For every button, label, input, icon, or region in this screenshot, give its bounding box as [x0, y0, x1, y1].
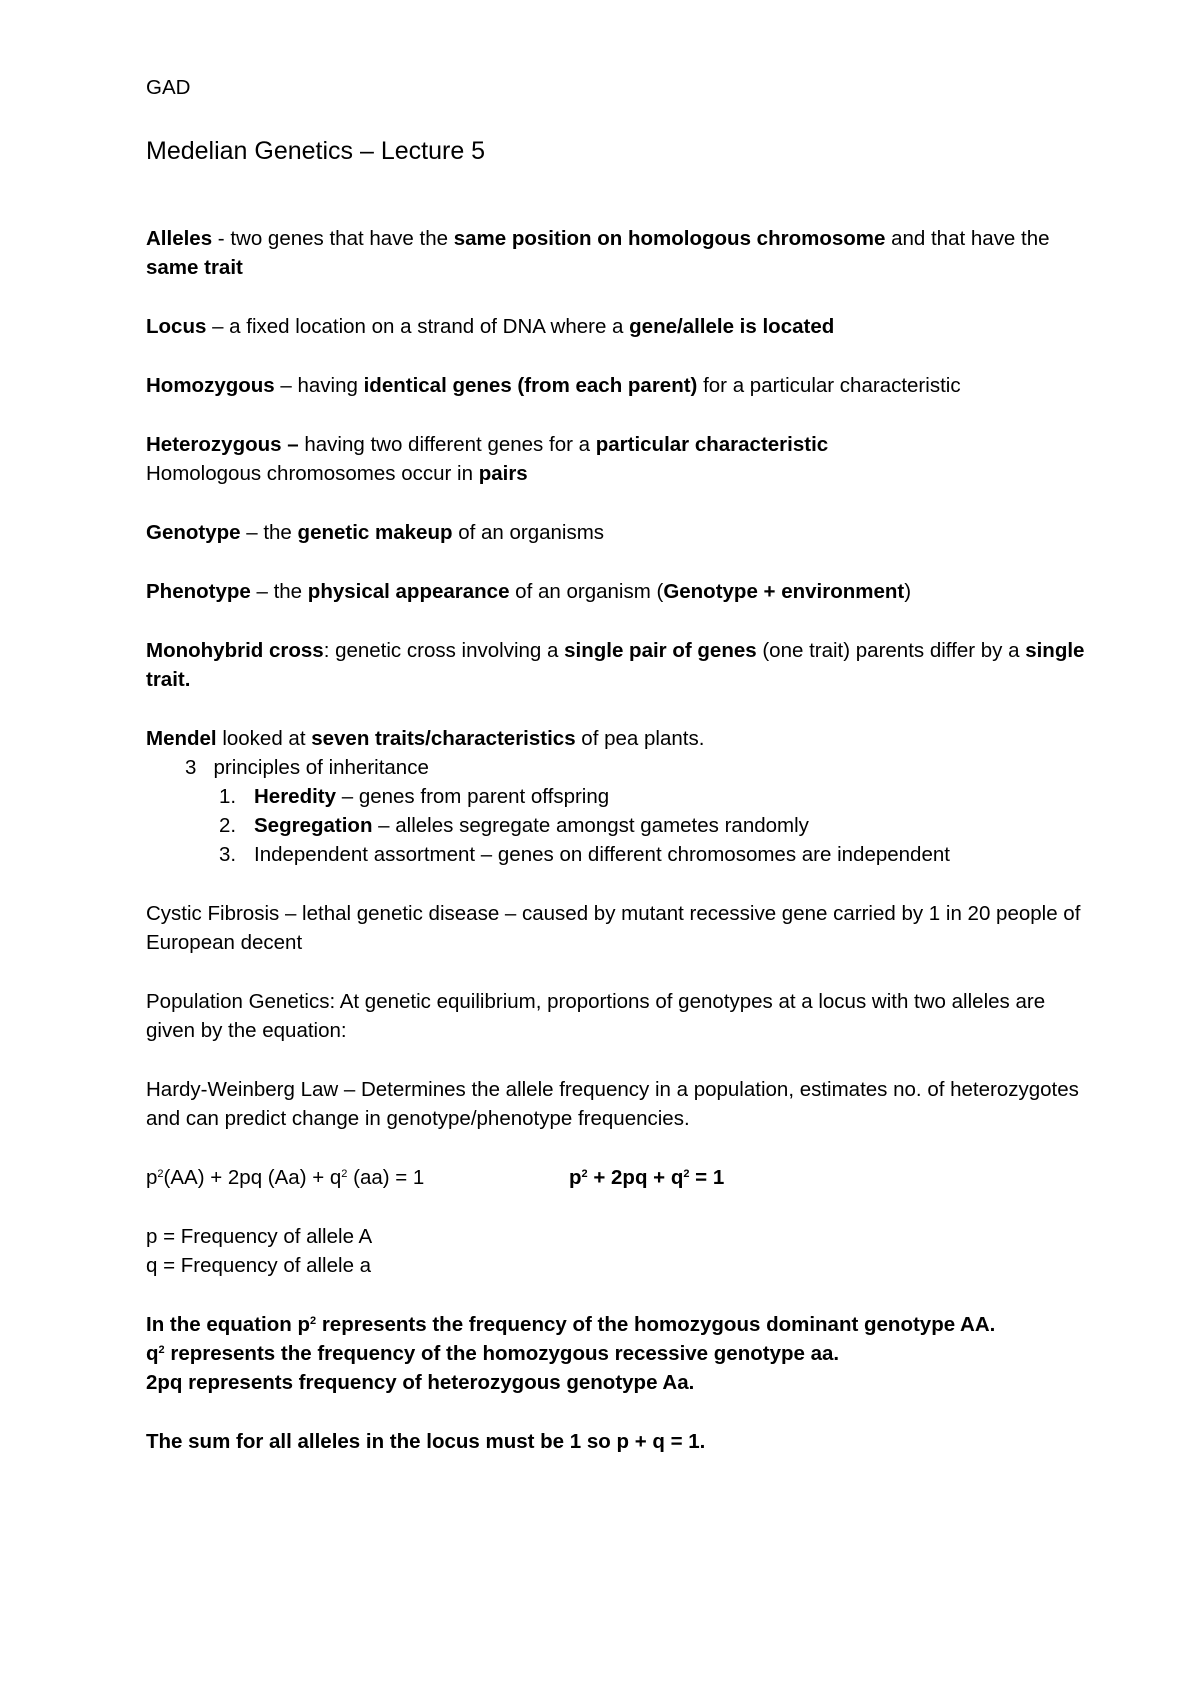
heterozygous-definition — [146, 430, 1086, 459]
heterozygous-text-1: having two different genes for a — [298, 433, 596, 456]
principle-text: Independent assortment – genes on different chromosomes are independent — [254, 843, 950, 866]
mendel-term: Mendel — [146, 727, 217, 750]
list-item — [146, 782, 1086, 811]
frequency-q: q = Frequency of allele a — [146, 1254, 372, 1277]
phenotype-bold-2: Genotype + environment — [663, 580, 905, 603]
homozygous-term: Homozygous — [146, 374, 275, 397]
heterozygous-bold-1: particular characteristic — [595, 433, 829, 456]
summary-line-1: In the equation $p^2$ represents the frequency of the homozygous dominant genotype AA. — [146, 1313, 996, 1336]
sum-rule-line: The sum for all alleles in the locus must be 1 so p + q = 1. — [146, 1430, 706, 1453]
locus-definition — [146, 312, 1086, 341]
mendel-bold-1: seven traits/characteristics — [311, 727, 576, 750]
alleles-definition — [146, 224, 1086, 282]
principles-heading: 3 principles of inheritance — [185, 756, 429, 779]
monohybrid-bold-1: single pair of genes — [564, 639, 757, 662]
list-item — [146, 840, 1086, 869]
alleles-bold-1: same position on homologous chromosome — [453, 227, 886, 250]
header-tag: GAD — [146, 76, 191, 99]
genotype-text-1: – the — [240, 521, 298, 544]
genotype-term: Genotype — [146, 521, 241, 544]
list-number: 2. — [219, 814, 237, 837]
phenotype-text-3: ) — [904, 580, 912, 603]
summary-line-2: $q^2$ represents the frequency of the homozygous recessive genotype aa. — [146, 1342, 840, 1365]
hardy-weinberg-note: Hardy-Weinberg Law – Determines the allele frequency in a population, estimates no. of heterozygotes and can predict change in genotype/phenotype frequencies. — [146, 1078, 1079, 1130]
principle-text: – genes from parent offspring — [336, 785, 610, 808]
genotype-definition — [146, 518, 1086, 547]
locus-text-1: – a fixed location on a strand of DNA where a — [206, 315, 630, 338]
alleles-text-1: - two genes that have the — [212, 227, 454, 250]
principle-bold: Segregation — [254, 814, 373, 837]
list-number: 3. — [219, 843, 237, 866]
locus-bold-1: gene/allele is located — [629, 315, 835, 338]
mendel-text-1: looked at — [216, 727, 312, 750]
monohybrid-term: Monohybrid cross — [146, 639, 324, 662]
monohybrid-text-1: : genetic cross involving a — [323, 639, 565, 662]
cystic-fibrosis-note: Cystic Fibrosis – lethal genetic disease – caused by mutant recessive gene carried by 1 in 20 people of European decent — [146, 902, 1081, 954]
mendel-text-2: of pea plants. — [575, 727, 705, 750]
list-number: 1. — [219, 785, 237, 808]
principle-bold: Heredity — [254, 785, 337, 808]
page-title: Medelian Genetics – Lecture 5 — [146, 137, 486, 165]
document-body — [146, 73, 1086, 1456]
homozygous-definition — [146, 371, 1086, 400]
monohybrid-text-2: (one trait) parents differ by a — [756, 639, 1026, 662]
homozygous-bold-1: identical genes (from each parent) — [363, 374, 698, 397]
homozygous-text-1: – having — [274, 374, 364, 397]
population-genetics-note: Population Genetics: At genetic equilibrium, proportions of genotypes at a locus with two alleles are given by the equation: — [146, 990, 1046, 1042]
phenotype-text-1: – the — [250, 580, 308, 603]
genotype-text-2: of an organisms — [452, 521, 605, 544]
locus-term: Locus — [146, 315, 207, 338]
mendel-intro — [146, 724, 1086, 753]
phenotype-bold-1: physical appearance — [307, 580, 510, 603]
frequency-p: p = Frequency of allele A — [146, 1225, 373, 1248]
alleles-text-2: and that have the — [885, 227, 1050, 250]
phenotype-text-2: of an organism ( — [509, 580, 664, 603]
principles-list — [146, 782, 1086, 869]
phenotype-definition — [146, 577, 1086, 606]
homologous-bold: pairs — [478, 462, 528, 485]
phenotype-term: Phenotype — [146, 580, 251, 603]
principle-text: – alleles segregate amongst gametes randomly — [372, 814, 809, 837]
genotype-bold-1: genetic makeup — [297, 521, 453, 544]
equation-row — [146, 1163, 1086, 1192]
heterozygous-term: Heterozygous – — [146, 433, 299, 456]
alleles-term: Alleles — [146, 227, 213, 250]
homozygous-text-2: for a particular characteristic — [697, 374, 961, 397]
equation-expanded: $p^2(AA) + 2pq$ $(Aa) + q^2$ (aa) = 1 — [146, 1166, 425, 1189]
monohybrid-definition — [146, 636, 1086, 694]
homologous-text: Homologous chromosomes occur in — [146, 462, 479, 485]
list-item — [146, 811, 1086, 840]
alleles-bold-2: same trait — [146, 256, 243, 279]
homologous-pairs-line — [146, 459, 1086, 488]
summary-line-3: 2pq represents frequency of heterozygous genotype Aa. — [146, 1371, 695, 1394]
equation-short: $p^2 + 2pq + q^2 = 1$ — [569, 1166, 725, 1189]
monohybrid-bold-2: single trait. — [146, 639, 1085, 691]
